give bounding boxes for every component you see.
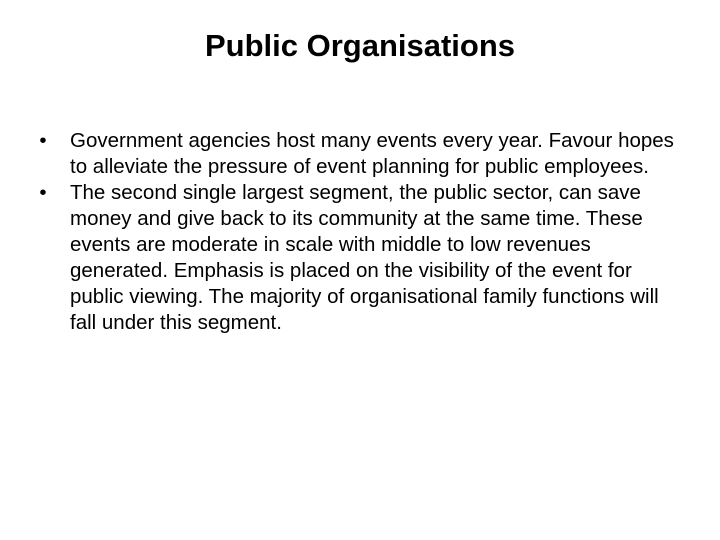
bullet-list xyxy=(36,128,681,336)
bullet-text: Government agencies host many events every year. Favour hopes to alleviate the pressure of event planning for public employees. xyxy=(70,129,674,178)
bullet-item-government-agencies xyxy=(36,128,681,180)
bullet-item-public-sector xyxy=(36,180,681,336)
bullet-icon: • xyxy=(39,181,47,204)
bullet-icon: • xyxy=(39,129,47,152)
bullet-text: The second single largest segment, the public sector, can save money and give back to its community at the same time. These events are moderate in scale with middle to low revenues generated. Emphasis is placed on the visibility of the event for public viewing. The majority of organisational family functions will fall under this segment. xyxy=(70,181,659,334)
slide-title: Public Organisations xyxy=(204,28,516,63)
